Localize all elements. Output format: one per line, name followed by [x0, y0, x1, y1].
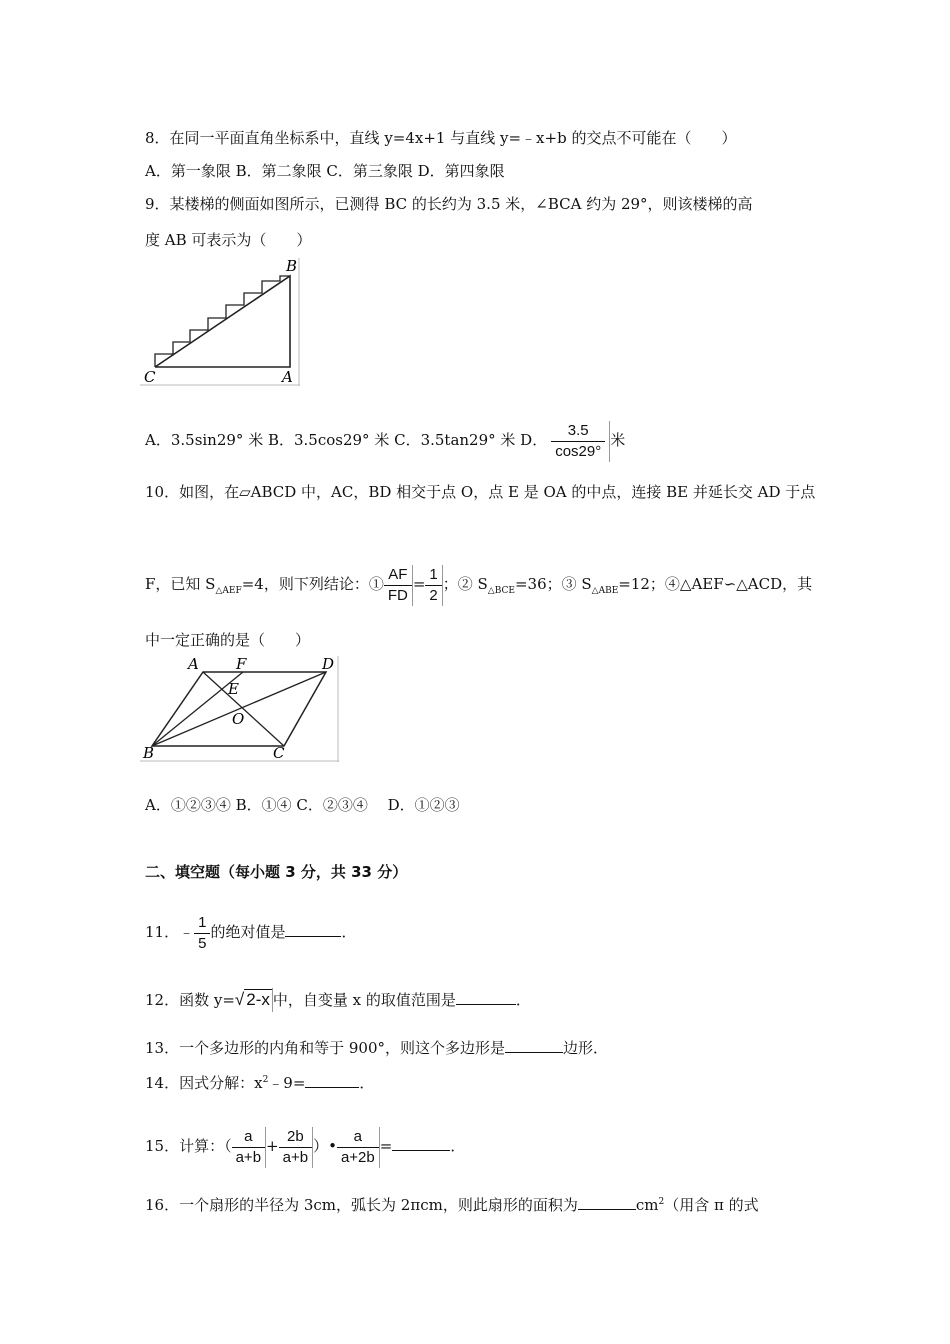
label-e: E — [228, 680, 239, 698]
q15-a-num: a — [232, 1127, 265, 1148]
q12 — [145, 988, 531, 1012]
q11-den: 5 — [198, 934, 207, 952]
q16-prefix: 16．一个扇形的半径为 3cm，弧长为 2πcm，则此扇形的面积为 — [145, 1196, 578, 1214]
q16-exponent: 2 — [658, 1197, 665, 1207]
q11-num: 1 — [194, 913, 210, 934]
q15 — [145, 1124, 465, 1168]
label-a: A — [282, 368, 293, 386]
q15-eq: = — [379, 1137, 393, 1155]
q10-stem-line3: 中一定正确的是（ ） — [145, 631, 311, 649]
label-d: D — [322, 656, 335, 673]
q15-close: ）• — [313, 1137, 337, 1155]
q15-fraction-a — [232, 1127, 266, 1168]
q8-options: A．第一象限 B．第二象限 C．第三象限 D．第四象限 — [145, 162, 505, 180]
q11 — [145, 910, 356, 954]
q8-stem: 8．在同一平面直角坐标系中，直线 y=4x+1 与直线 y=﹣x+b 的交点不可能在（ ） — [145, 129, 737, 147]
q10-af: AF — [384, 565, 412, 586]
q16-unit: cm — [635, 1196, 659, 1214]
q12-radicand: 2-x — [246, 990, 270, 1009]
q10-options: A．①②③④ B．①④ C．②③④ D．①②③ — [145, 796, 460, 814]
q11-sign: ﹣ — [179, 923, 195, 941]
q12-sqrt: √ 2-x — [235, 988, 273, 1012]
q10-text-a: F，已知 S — [145, 575, 216, 593]
triangle-abc — [155, 276, 290, 367]
q13-suffix: 边形． — [563, 1039, 609, 1057]
q14 — [145, 1070, 374, 1093]
q13-prefix: 13．一个多边形的内角和等于 900°，则这个多边形是 — [145, 1039, 505, 1057]
q15-plus: + — [266, 1137, 279, 1155]
q10-sub-bce: △BCE — [487, 586, 515, 596]
q12-blank[interactable] — [456, 990, 516, 1005]
q16 — [145, 1192, 759, 1215]
q10-two: 2 — [429, 586, 438, 604]
q9-option-d-fraction — [547, 421, 610, 462]
q9-d-unit: 米 — [610, 431, 626, 449]
q14-end: ． — [359, 1074, 375, 1092]
label-f: F — [236, 656, 247, 673]
q10-fd: FD — [387, 586, 408, 604]
q9-options — [145, 420, 625, 462]
staircase-figure — [140, 258, 305, 388]
q10-text-e: =12；④△AEF∽△ACD，其 — [618, 575, 813, 593]
label-o: O — [232, 710, 245, 728]
q16-suffix: （用含 π 的式 — [664, 1196, 759, 1214]
q16-blank[interactable] — [578, 1195, 636, 1210]
label-c: C — [273, 744, 285, 762]
q13-blank[interactable] — [505, 1038, 563, 1053]
q12-prefix: 12．函数 y= — [145, 991, 235, 1009]
q10-text-b: =4，则下列结论：① — [241, 575, 384, 593]
q10-fraction-af-fd — [384, 565, 413, 606]
q14-prefix: 14．因式分解：x — [145, 1074, 263, 1092]
label-b: B — [143, 744, 155, 762]
q14-exponent: 2 — [262, 1075, 269, 1085]
q10-one: 1 — [425, 565, 441, 586]
q11-fraction — [194, 913, 210, 954]
q10-sub-aef: △AEF — [215, 586, 242, 596]
diagonal-ac — [203, 672, 284, 746]
q11-blank[interactable] — [285, 922, 341, 937]
q15-prefix: 15．计算：（ — [145, 1137, 232, 1155]
q11-suffix: 的绝对值是 — [210, 923, 286, 941]
q11-prefix: 11． — [145, 923, 180, 941]
q15-a-den: a+b — [235, 1148, 262, 1166]
q10-eq: = — [412, 575, 426, 593]
q10-text-d: =36；③ S — [514, 575, 592, 593]
q15-b-num: 2b — [279, 1127, 312, 1148]
q10-sub-abe: △ABE — [591, 586, 619, 596]
q10-stem-line2 — [145, 562, 812, 613]
q9-stem-line1: 9．某楼梯的侧面如图所示，已测得 BC 的长约为 3.5 米，∠BCA 约为 29°，则该楼梯的高 — [145, 195, 753, 213]
q15-c-num: a — [337, 1127, 379, 1148]
q15-c-den: a+2b — [340, 1148, 375, 1166]
q9-d-denominator: cos29° — [555, 442, 602, 460]
q10-fraction-half — [425, 565, 442, 606]
q15-fraction-c — [337, 1127, 380, 1168]
q13 — [145, 1038, 608, 1058]
parallelogram-figure — [140, 656, 345, 766]
q10-text-c: ；② S — [442, 575, 488, 593]
q15-fraction-b — [279, 1127, 313, 1168]
q11-end: ． — [341, 923, 357, 941]
q12-suffix: 中，自变量 x 的取值范围是 — [272, 991, 456, 1009]
q12-end: ． — [515, 991, 531, 1009]
q9-options-text: A．3.5sin29° 米 B．3.5cos29° 米 C．3.5tan29° 米 D． — [145, 431, 548, 449]
q15-b-den: a+b — [282, 1148, 309, 1166]
q14-mid: ﹣9= — [268, 1074, 306, 1092]
label-b: B — [286, 258, 298, 275]
q14-blank[interactable] — [305, 1073, 359, 1088]
label-c: C — [144, 368, 156, 386]
q10-stem-line1: 10．如图，在▱ABCD 中，AC，BD 相交于点 O，点 E 是 OA 的中点，连接 BE 并延长交 AD 于点 — [145, 483, 816, 501]
q15-blank[interactable] — [392, 1136, 450, 1151]
q9-d-numerator: 3.5 — [551, 421, 605, 442]
q15-end: ． — [450, 1137, 466, 1155]
section-title: 二、填空题（每小题 3 分，共 33 分） — [145, 863, 408, 881]
label-a: A — [188, 656, 199, 673]
q9-stem-line2: 度 AB 可表示为（ ） — [145, 231, 312, 249]
